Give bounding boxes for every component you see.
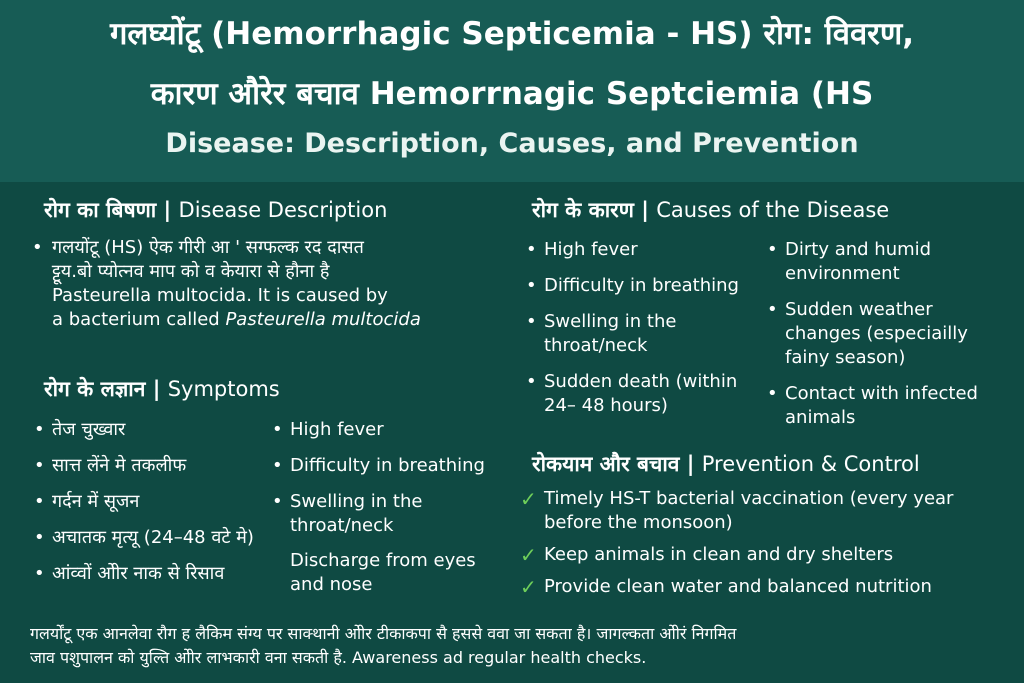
prevention-list: [520, 487, 1010, 607]
causes-heading: रोग के कारण | Causes of the Disease: [532, 198, 890, 222]
title-line-3: Disease: Description, Causes, and Prevention: [165, 128, 859, 159]
description-line: गलयोंटू (HS) ऐक गीरी आ ' सग्फल्क रद दासत: [52, 237, 364, 258]
list-item: • गर्दन में सूजन: [32, 490, 262, 514]
list-item: • आंव्वों ओीर नाक से रिसाव: [32, 562, 262, 586]
symptoms-heading: रोग के लज्ञान | Symptoms: [44, 377, 280, 401]
description-line: a bacterium called Pasteurella multocida: [52, 309, 421, 330]
list-item: • High fever: [270, 418, 510, 442]
list-item: • अचातक मृत्यू (24–48 वटे मे): [32, 526, 262, 550]
description-line: Pasteurella multocida. It is caused by: [52, 285, 388, 306]
list-item: • Swelling in the throat/neck: [524, 310, 759, 358]
footer-line-1: गलर्योंटू एक आनलेवा रौग ह लैकिम संग्य पर साक्थानी ओीर टीकाकपा सै हससे ववा जा सकता है। जागल्कता ओीरं निगमित: [30, 624, 737, 643]
list-item: ✓ Provide clean water and balanced nutrition: [520, 575, 932, 599]
causes-list-2: [765, 238, 1005, 442]
check-icon: ✓: [520, 575, 537, 599]
description-body: [32, 236, 492, 332]
list-item: ✓ Timely HS-T bacterial vaccination (every year before the monsoon): [520, 487, 954, 533]
list-item: • Swelling in the throat/neck: [270, 490, 510, 538]
list-item: • Difficulty in breathing: [270, 454, 510, 478]
list-item: • सात्त लेंने मे तकलीफ: [32, 454, 262, 478]
prevention-heading: रोकयाम और बचाव | Prevention & Control: [532, 452, 920, 476]
list-item: • High fever: [524, 238, 759, 262]
symptoms-hindi-list: [32, 418, 262, 598]
bullet-icon: •: [32, 237, 43, 258]
title-line-2: कारण औरेर बचाव Hemorrnagic Septciemia (HS: [150, 76, 874, 112]
description-line: ट्टूय.बो प्योत्नव माप को व केयारा से हौना है: [52, 261, 330, 282]
causes-list-1: [524, 238, 759, 430]
description-heading: रोग का बिषणा | Disease Description: [44, 198, 388, 222]
check-icon: ✓: [520, 543, 537, 567]
footer-line-2: जाव पशुपालन को युल्ति ओीर लाभकारी वना सकती है. Awareness ad regular health checks.: [30, 648, 647, 667]
list-item: • तेज चुख्वार: [32, 418, 262, 442]
list-item: • Sudden death (within 24– 48 hours): [524, 370, 759, 418]
list-item: • Difficulty in breathing: [524, 274, 759, 298]
check-icon: ✓: [520, 487, 537, 511]
list-item: ✓ Keep animals in clean and dry shelters: [520, 543, 894, 567]
list-item: • Dirty and humid environment: [765, 238, 1005, 286]
list-item: • Contact with infected animals: [765, 382, 1005, 430]
symptoms-extra: Discharge from eyes and nose: [290, 550, 476, 595]
title-line-1: गलघ्योंटू (Hemorrhagic Septicemia - HS) रोग: विवरण,: [109, 16, 915, 52]
title-banner: [0, 0, 1024, 182]
symptoms-english-list: [270, 418, 510, 550]
footer-text: [30, 622, 1000, 670]
list-item: • Sudden weather changes (especiailly fainy season): [765, 298, 1005, 370]
